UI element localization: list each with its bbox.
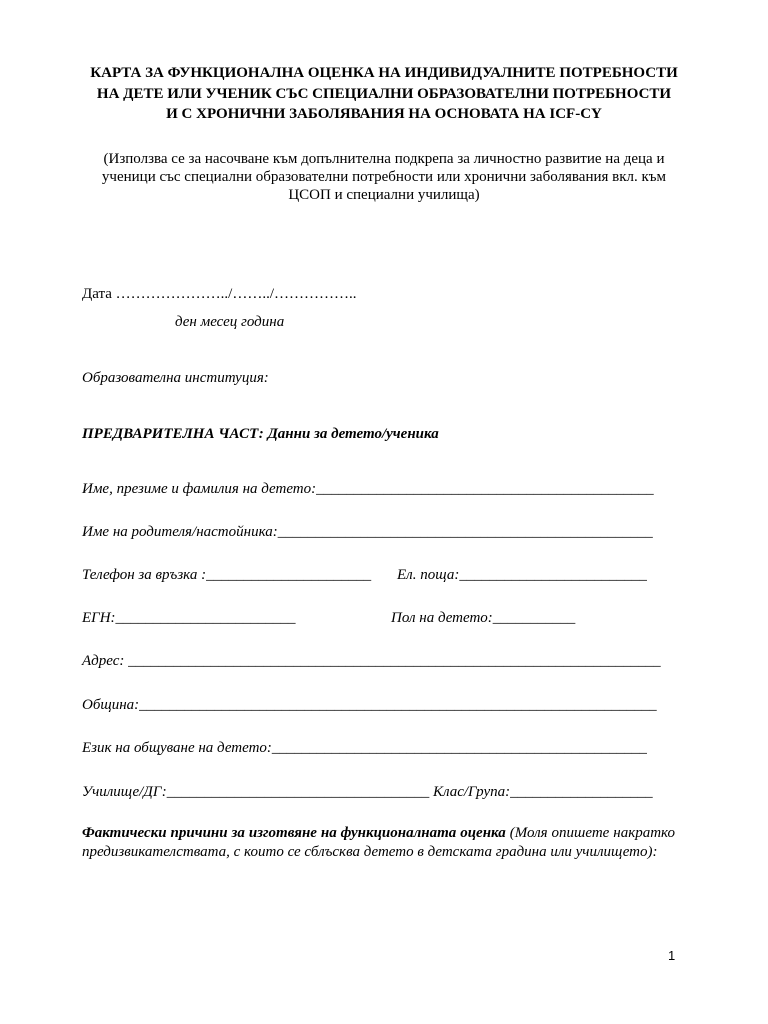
language-row — [82, 739, 647, 757]
address-row — [82, 652, 661, 670]
page-title: КАРТА ЗА ФУНКЦИОНАЛНА ОЦЕНКА НА ИНДИВИДУАЛНИТЕ ПОТРЕБНОСТИ НА ДЕТЕ ИЛИ УЧЕНИК СЪС СПЕЦИАЛНИ ОБРАЗОВАТЕЛНИ ПОТРЕБНОСТИ И С ХРОНИЧНИ ЗАБОЛЯВАНИЯ НА ОСНОВАТА НА ICF-CY — [90, 65, 678, 122]
parent-name-row — [82, 523, 653, 541]
phone-row — [82, 566, 371, 584]
class-label: Клас/Група: — [429, 784, 511, 800]
preliminary-heading-row — [82, 425, 439, 443]
phone-label: Телефон за връзка : — [82, 567, 207, 583]
parent-name-label: Име на родителя/настойника: — [82, 524, 278, 540]
parent-name-field[interactable]: __________________________________________________ — [277, 524, 653, 540]
municipality-label: Община: — [82, 697, 140, 713]
page-number: 1 — [668, 948, 676, 963]
reasons-paragraph — [82, 824, 675, 862]
date-field[interactable]: …………………../……../…………….. — [115, 286, 357, 302]
gender-field[interactable]: ___________ — [492, 610, 576, 626]
child-name-field[interactable]: _____________________________________________ — [316, 481, 654, 497]
class-field[interactable]: ___________________ — [510, 784, 653, 800]
egn-field[interactable]: ________________________ — [115, 610, 296, 626]
date-row — [82, 285, 357, 303]
gender-row — [391, 609, 575, 627]
email-label: Ел. поща: — [397, 567, 460, 583]
phone-field[interactable]: ______________________ — [206, 567, 372, 583]
school-label: Училище/ДГ: — [82, 784, 167, 800]
municipality-row — [82, 696, 657, 714]
preliminary-heading: ПРЕДВАРИТЕЛНА ЧАСТ: — [82, 426, 264, 442]
institution-label: Образователна институция: — [82, 370, 269, 386]
address-field[interactable]: _______________________________________________________________________ — [128, 653, 661, 669]
email-field[interactable]: _________________________ — [459, 567, 647, 583]
school-row — [82, 783, 653, 801]
date-label: Дата — [82, 286, 112, 302]
gender-label: Пол на детето: — [391, 610, 493, 626]
reasons-heading: Фактически причини за изготвяне на функционалната оценка — [82, 825, 506, 841]
preliminary-subheading: Данни за детето/ученика — [263, 426, 439, 442]
reasons-instructions: (Моля опишете накратко предизвикателствата, с които се сблъсква детето в детската градина или училището): — [82, 825, 675, 860]
child-name-row — [82, 480, 654, 498]
subtitle: (Използва се за насочване към допълнителна подкрепа за личностно развитие на деца и ученици със специални образователни потребности или хронични заболявания вкл. към ЦСОП и специални училища) — [101, 151, 667, 203]
egn-label: ЕГН: — [82, 610, 116, 626]
date-hint: ден месец година — [175, 314, 285, 330]
child-name-label: Име, презиме и фамилия на детето: — [82, 481, 317, 497]
language-label: Език на общуване на детето: — [82, 740, 272, 756]
egn-row — [82, 609, 296, 627]
school-field[interactable]: ___________________________________ — [166, 784, 430, 800]
language-field[interactable]: __________________________________________________ — [271, 740, 647, 756]
address-label: Адрес: — [82, 653, 129, 669]
municipality-field[interactable]: _____________________________________________________________________ — [139, 697, 657, 713]
email-row — [397, 566, 647, 584]
